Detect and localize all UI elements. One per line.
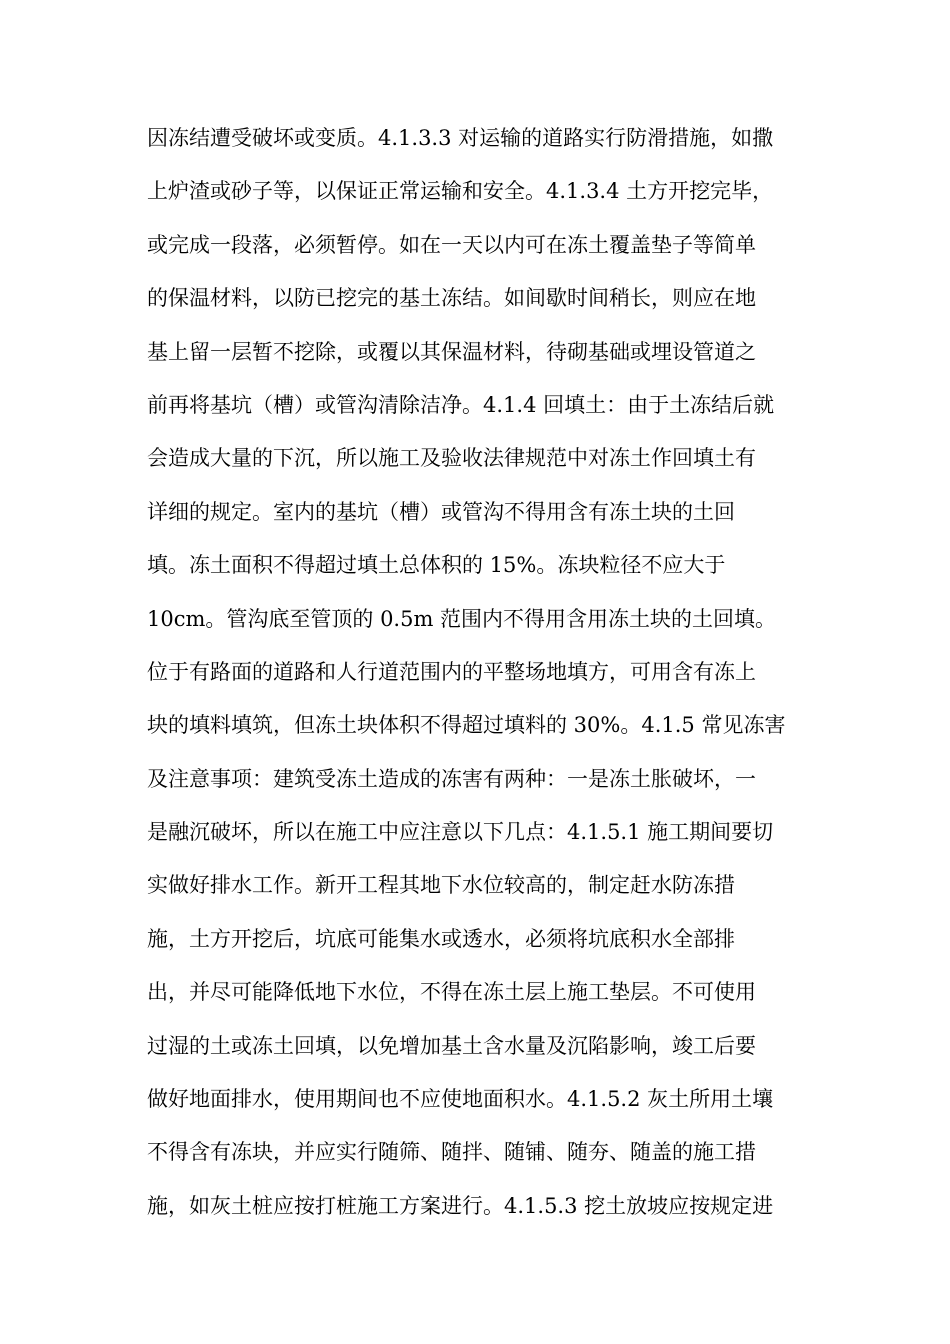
text-line: 及注意事项：建筑受冻土造成的冻害有两种：一是冻土胀破坏，一	[147, 766, 756, 791]
text-line: 详细的规定。室内的基坑（槽）或管沟不得用含有冻土块的土回	[147, 499, 735, 524]
text-line: 10cm。管沟底至管顶的 0.5m 范围内不得用含用冻土块的土回填。	[147, 606, 777, 631]
text-line: 或完成一段落，必须暂停。如在一天以内可在冻土覆盖垫子等简单	[147, 232, 756, 257]
text-line: 会造成大量的下沉，所以施工及验收法律规范中对冻土作回填土有	[147, 446, 756, 471]
text-line: 上炉渣或砂子等，以保证正常运输和安全。4.1.3.4 土方开挖完毕，	[147, 179, 774, 204]
text-line: 实做好排水工作。新开工程其地下水位较高的，制定赶水防冻措	[147, 873, 735, 898]
text-line: 不得含有冻块，并应实行随筛、随拌、随铺、随夯、随盖的施工措	[147, 1140, 756, 1165]
text-line: 的保温材料，以防已挖完的基土冻结。如间歇时间稍长，则应在地	[147, 286, 756, 311]
text-line: 块的填料填筑，但冻土块体积不得超过填料的 30%。4.1.5 常见冻害	[147, 713, 786, 738]
body-text	[147, 116, 807, 1237]
text-line: 过湿的土或冻土回填，以免增加基土含水量及沉陷影响，竣工后要	[147, 1033, 756, 1058]
text-line: 施，如灰土桩应按打桩施工方案进行。4.1.5.3 挖土放坡应按规定进	[147, 1193, 774, 1218]
text-line: 填。冻土面积不得超过填土总体积的 15%。冻块粒径不应大于	[147, 553, 726, 578]
text-line: 前再将基坑（槽）或管沟清除洁净。4.1.4 回填土：由于土冻结后就	[147, 392, 775, 417]
text-line: 因冻结遭受破坏或变质。4.1.3.3 对运输的道路实行防滑措施，如撒	[147, 126, 774, 150]
text-line: 出，并尽可能降低地下水位，不得在冻土层上施工垫层。不可使用	[147, 980, 756, 1005]
text-line: 位于有路面的道路和人行道范围内的平整场地填方，可用含有冻上	[147, 659, 756, 684]
text-line: 基上留一层暂不挖除，或覆以其保温材料，待砌基础或埋设管道之	[147, 339, 756, 364]
text-line: 是融沉破坏，所以在施工中应注意以下几点：4.1.5.1 施工期间要切	[147, 820, 774, 845]
text-line: 施，土方开挖后，坑底可能集水或透水，必须将坑底积水全部排	[147, 926, 735, 951]
text-line: 做好地面排水，使用期间也不应使地面积水。4.1.5.2 灰土所用土壤	[147, 1087, 774, 1112]
